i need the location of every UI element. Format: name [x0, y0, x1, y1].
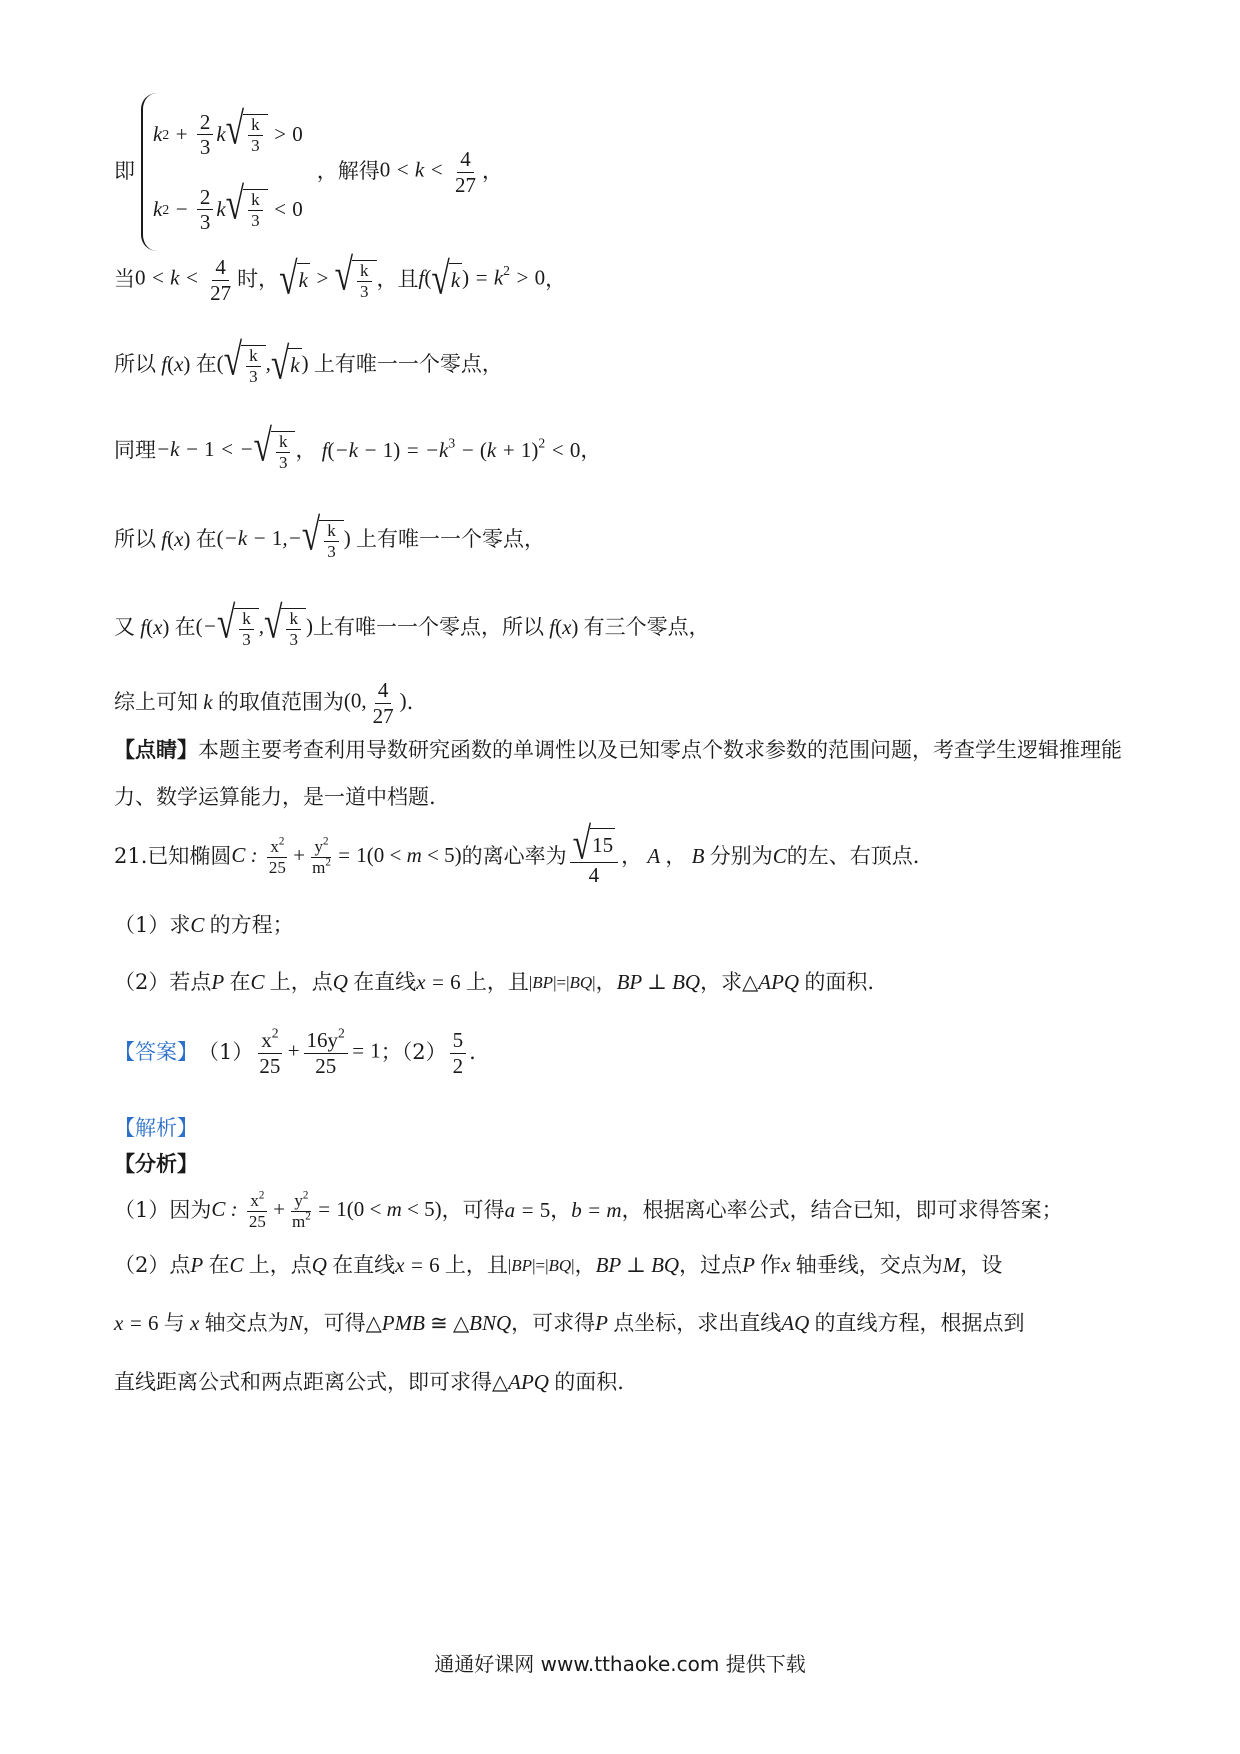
text-line	[114, 245, 1140, 315]
text: 的方程；	[209, 913, 294, 938]
text: 的取值范围为	[217, 690, 344, 715]
formula: △APQ	[492, 1370, 555, 1395]
formula: √ 15 4	[567, 828, 621, 887]
formula: x	[184, 1311, 205, 1336]
formula: 0 < k < $\frac{4}{27}$	[135, 255, 232, 305]
formula: f(x)	[543, 615, 579, 640]
formula: √ k > √ $\frac{k}{3}$	[279, 260, 376, 301]
text: 上有唯一一个零点，	[313, 352, 503, 377]
text: ，可得	[302, 1311, 366, 1336]
text: .	[406, 690, 414, 715]
text: （1）因为	[114, 1198, 212, 1223]
text: 所以	[114, 527, 156, 552]
fenxi-heading: 【分析】	[114, 1152, 198, 1177]
formula: 0 < k < $\frac{4}{27}$	[379, 147, 476, 197]
formula: △APQ	[742, 970, 805, 995]
text: 在	[208, 1253, 230, 1278]
text: ，且	[376, 267, 419, 292]
text: 上有唯一一个零点，	[355, 527, 545, 552]
formula: A	[642, 844, 666, 869]
formula: f( √ k ) = $k^2 > 0$	[418, 254, 546, 305]
dianjing-paragraph	[114, 727, 1126, 821]
text: ，	[574, 1253, 596, 1278]
text: .	[469, 1040, 476, 1065]
formula: $\frac{x^2}{25}$ + $\frac{16y^2}{25}$ = 1	[259, 1025, 381, 1078]
formula: (−k − 1,− √ $\frac{k}{3}$ )	[216, 509, 351, 561]
text: 21.已知椭圆	[114, 844, 232, 869]
footer-source: 通通好课网 www.tthaoke.com 提供下载	[434, 1652, 806, 1676]
question-21	[114, 819, 1140, 892]
formula: x = 6	[114, 1311, 159, 1336]
formula: M	[942, 1253, 961, 1278]
text: ，	[550, 1198, 572, 1223]
formula: N	[288, 1311, 303, 1336]
formula: △PMB ≅ △BNQ	[365, 1311, 512, 1336]
text: 分别为	[709, 844, 773, 869]
text: 在	[174, 615, 196, 640]
text: ，	[580, 438, 602, 463]
answer-line	[114, 1018, 1140, 1088]
formula: (− √ $\frac{k}{3}$ , √ $\frac{k}{3}$ )	[195, 597, 313, 649]
formula: a = 5	[504, 1198, 551, 1223]
dianjing-text: 本题主要考查利用导数研究函数的单调性以及已知零点个数求参数的范围问题，考查学生逻辑推理能力、数学运算能力，是一道中档题.	[114, 738, 1122, 809]
formula: b = m	[571, 1198, 622, 1223]
text: ，可得	[441, 1198, 505, 1223]
formula: BP ⊥ BQ	[595, 1253, 680, 1278]
text: 点坐标，求出直线	[613, 1311, 782, 1336]
text: 轴垂线，交点为	[795, 1253, 943, 1278]
formula: C	[190, 913, 210, 938]
text: ，	[295, 438, 317, 463]
formula: BP ⊥ BQ	[616, 970, 701, 995]
dianjing-heading: 【点睛】	[114, 738, 198, 762]
text: 同理	[114, 438, 156, 463]
text: ，	[481, 159, 503, 184]
formula: x	[781, 1253, 796, 1278]
formula: P	[211, 970, 230, 995]
text: 与	[163, 1311, 185, 1336]
text-line	[114, 416, 1140, 486]
text: 轴交点为	[204, 1311, 289, 1336]
text: 所以	[114, 352, 156, 377]
text: 的左、右顶点.	[786, 844, 920, 869]
question-21-part-1	[114, 906, 1140, 946]
formula: x = 6	[416, 970, 461, 995]
formula: AQ	[781, 1311, 815, 1336]
text: （2）点	[114, 1253, 191, 1278]
formula: ( √ $\frac{k}{3}$ , √ k )	[216, 334, 309, 390]
formula: C	[229, 1253, 249, 1278]
text: 上，点	[269, 970, 333, 995]
text: ，	[665, 844, 687, 869]
formula: k	[198, 690, 218, 715]
text: 上，且	[444, 1253, 508, 1278]
text: ；（2）	[380, 1040, 447, 1065]
text: 在	[195, 527, 217, 552]
formula: x = 6	[395, 1253, 440, 1278]
text: ，求	[700, 970, 743, 995]
formula: C : $\frac{x^2}{25}$ + $\frac{y^2}{m^2}$ = 1(0 < m < 5)	[231, 834, 462, 877]
text: 作	[760, 1253, 782, 1278]
text: 在	[195, 352, 217, 377]
text: ，	[621, 844, 643, 869]
text-line	[114, 593, 1140, 663]
text: 上，且	[465, 970, 529, 995]
jiexi-heading: 【解析】	[114, 1116, 198, 1141]
text: 直线距离公式和两点距离公式，即可求得	[114, 1370, 492, 1395]
formula: (0, $\frac{4}{27}$ )	[343, 678, 407, 728]
text: 在	[229, 970, 251, 995]
text: 上，点	[248, 1253, 312, 1278]
text: 在直线	[353, 970, 417, 995]
text: 的面积.	[554, 1370, 624, 1395]
inequality-system: k 2 + $\frac{2}{3}$ k √ $\frac{k}{3}$ > 0 k 2 − $\frac{2}{3}$ k √ $\frac{k}{3}$ < 0	[141, 93, 303, 251]
formula: C	[250, 970, 270, 995]
formula: |BP|=|BQ|	[507, 1255, 575, 1275]
formula: P	[595, 1311, 614, 1336]
analysis-part-2-line-2	[114, 1304, 1140, 1344]
formula: B	[686, 844, 710, 869]
formula: f(x)	[156, 352, 191, 377]
text: ，设	[960, 1253, 1003, 1278]
text: 的离心率为	[461, 844, 567, 869]
text: 当	[114, 267, 135, 292]
analysis-part-1	[114, 1176, 1140, 1246]
text: 即	[114, 159, 135, 184]
text: ，解得	[316, 159, 380, 184]
text: ，	[545, 267, 567, 292]
text: （1）	[198, 1040, 254, 1065]
text-line	[114, 505, 1140, 575]
text: （2）若点	[114, 970, 212, 995]
text: 上有唯一一个零点，所以	[312, 615, 544, 640]
jiexi-line	[114, 1109, 1140, 1149]
formula: C	[772, 844, 787, 869]
formula: f(x)	[135, 615, 170, 640]
text: （1）求	[114, 913, 191, 938]
text: ，可求得	[511, 1311, 596, 1336]
formula: Q	[332, 970, 354, 995]
formula: |BP|=|BQ|	[528, 972, 596, 992]
text: 在直线	[332, 1253, 396, 1278]
text: 有三个零点，	[583, 615, 710, 640]
text: ，根据离心率公式，结合已知，即可求得答案；	[621, 1198, 1063, 1223]
answer-heading: 【答案】	[114, 1040, 198, 1065]
analysis-part-2-line-3	[114, 1363, 1140, 1403]
question-21-part-2	[114, 963, 1140, 1003]
text: 时，	[237, 267, 280, 292]
formula: f(x)	[156, 527, 191, 552]
text-line	[114, 330, 1140, 400]
formula: P	[190, 1253, 209, 1278]
formula: Q	[311, 1253, 333, 1278]
formula: C : $\frac{x^2}{25}$ + $\frac{y^2}{m^2}$ = 1(0 < m < 5)	[211, 1188, 442, 1231]
analysis-part-2-line-1	[114, 1246, 1140, 1286]
text: ，	[595, 970, 617, 995]
formula: P	[742, 1253, 761, 1278]
text: 的面积.	[804, 970, 875, 995]
text: ，过点	[679, 1253, 743, 1278]
formula: −k − 1 < − √ $\frac{k}{3}$	[156, 431, 295, 472]
formula: $f(-k - 1) = -k^3 - (k + 1)^2 < 0$	[316, 435, 581, 463]
text: 又	[114, 615, 135, 640]
text: 的直线方程，根据点到	[814, 1311, 1025, 1336]
formula: $\frac{5}{2}$	[447, 1029, 470, 1076]
text: 综上可知	[114, 690, 198, 715]
system-line	[114, 92, 1140, 252]
